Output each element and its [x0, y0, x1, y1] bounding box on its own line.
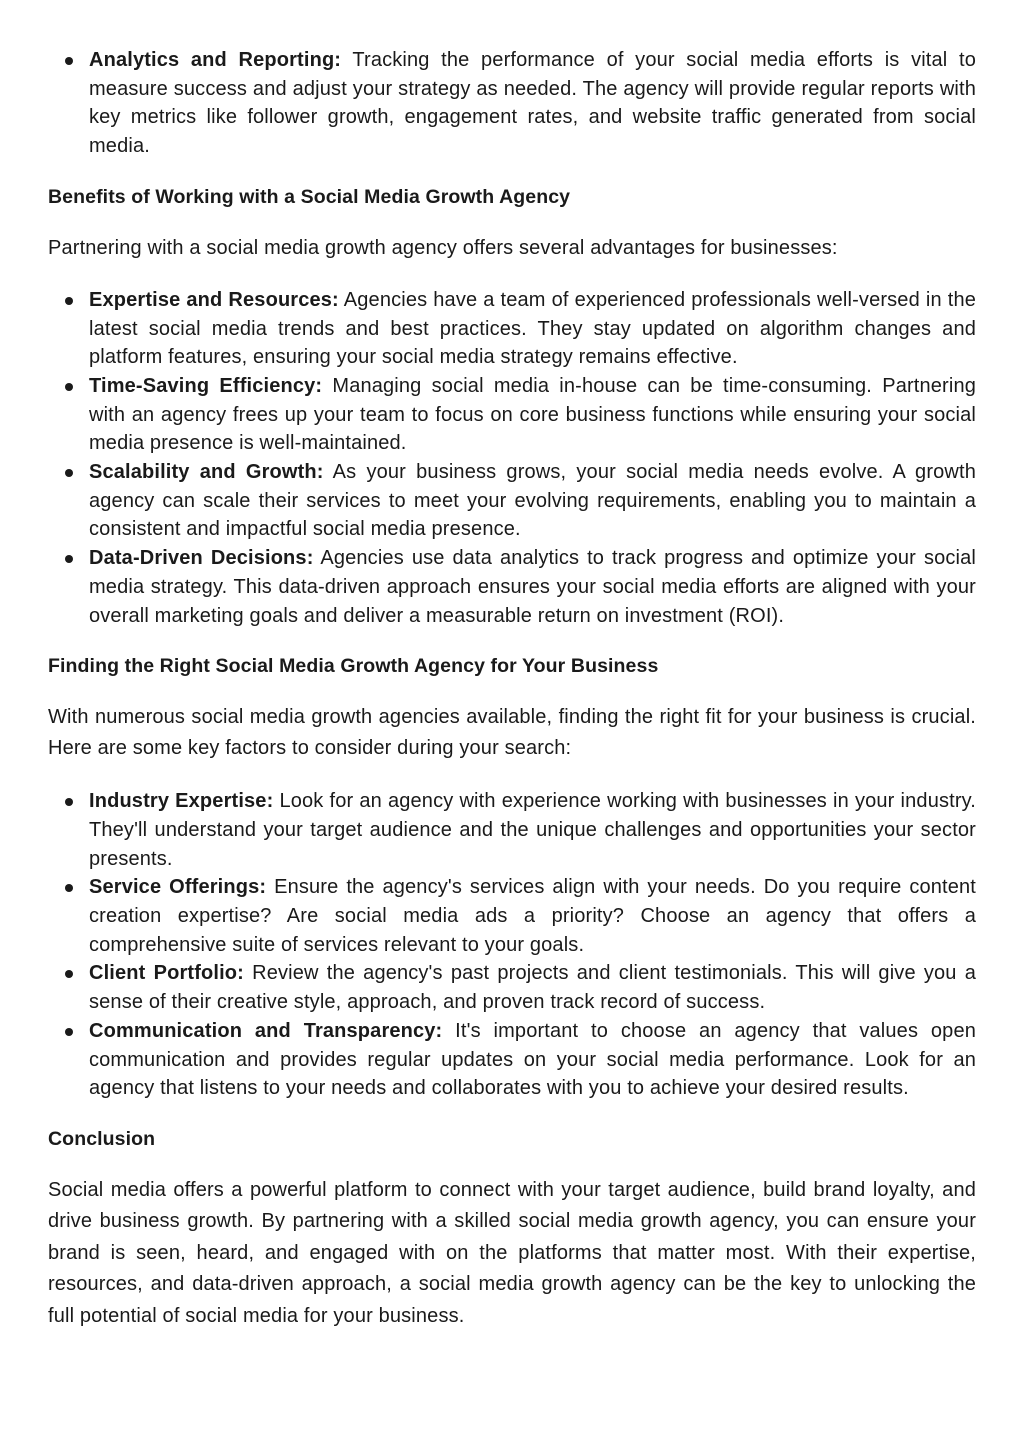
finding-heading: Finding the Right Social Media Growth Agency for Your Business — [48, 655, 659, 678]
list-item-title: Analytics and Reporting: — [89, 49, 342, 71]
list-item-title: Communication and Transparency: — [89, 1019, 443, 1042]
list-item — [48, 372, 976, 458]
list-item — [48, 873, 976, 959]
list-item-text: Tracking the performance of your social media efforts is vital to measure success and adjust your strategy as needed. The agency will provide regular reports with key metrics like follower growth, engagement rates, and website traffic generated from social media. — [89, 49, 976, 158]
list-item-title: Data-Driven Decisions: — [89, 547, 314, 570]
bullet-icon — [65, 1028, 73, 1036]
benefits-heading: Benefits of Working with a Social Media Growth Agency — [48, 185, 571, 208]
list-item — [48, 286, 976, 372]
analytics-list — [48, 46, 976, 161]
list-item-title: Expertise and Resources: — [89, 288, 339, 311]
benefits-list — [48, 286, 976, 630]
conclusion-heading: Conclusion — [48, 1127, 156, 1150]
list-item — [48, 46, 976, 161]
bullet-icon — [65, 884, 73, 892]
bullet-icon — [65, 798, 73, 806]
list-item-text: As your business grows, your social media needs evolve. A growth agency can scale their services to meet your evolving requirements, enabling you to maintain a consistent and impactful social media presence. — [89, 461, 976, 541]
document-page — [48, 46, 976, 1332]
list-item — [48, 1017, 976, 1103]
benefits-intro: Partnering with a social media growth agency offers several advantages for businesses: — [48, 236, 838, 259]
conclusion-text: Social media offers a powerful platform to connect with your target audience, build brand loyalty, and drive business growth. By partnering with a skilled social media growth agency, you can ensure your brand is seen, heard, and engaged with on the platforms that matter most. With their expertise, resources, and data-driven approach, a social media growth agency can be the key to unlocking the full potential of social media for your business. — [48, 1178, 976, 1327]
bullet-icon — [65, 57, 73, 65]
list-item-text: It's important to choose an agency that values open communication and provides regular updates on your social media performance. Look for an agency that listens to your needs and collaborates with you to achieve your desired results. — [89, 1019, 976, 1100]
list-item-text: Agencies use data analytics to track progress and optimize your social media strategy. This data-driven approach ensures your social media efforts are aligned with your overall marketing goals and deliver a measurable return on investment (ROI). — [89, 547, 976, 627]
list-item — [48, 787, 976, 873]
finding-intro: With numerous social media growth agencies available, finding the right fit for your business is crucial. Here are some key factors to consider during your search: — [48, 706, 976, 760]
bullet-icon — [65, 297, 73, 305]
list-item-title: Industry Expertise: — [89, 790, 274, 813]
list-item-title: Scalability and Growth: — [89, 461, 324, 484]
list-item-title: Service Offerings: — [89, 876, 267, 899]
list-item — [48, 959, 976, 1016]
list-item — [48, 458, 976, 544]
list-item-text: Ensure the agency's services align with your needs. Do you require content creation expertise? Are social media ads a priority? Choose an agency that offers a comprehensive suite of services relevant to your goals. — [89, 876, 976, 956]
list-item-text: Managing social media in-house can be time-consuming. Partnering with an agency frees up your team to focus on core business functions while ensuring your social media presence is well-maintained. — [89, 374, 976, 455]
bullet-icon — [65, 469, 73, 477]
bullet-icon — [65, 970, 73, 978]
list-item-text: Agencies have a team of experienced professionals well-versed in the latest social media trends and best practices. They stay updated on algorithm changes and platform features, ensuring your social media strategy remains effective. — [89, 288, 976, 369]
list-item-text: Look for an agency with experience working with businesses in your industry. They'll understand your target audience and the unique challenges and opportunities your sector presents. — [89, 790, 977, 870]
bullet-icon — [65, 555, 73, 563]
finding-list — [48, 787, 976, 1103]
list-item-title: Time-Saving Efficiency: — [89, 374, 323, 397]
bullet-icon — [65, 383, 73, 391]
list-item — [48, 544, 976, 630]
list-item-title: Client Portfolio: — [89, 962, 244, 985]
list-item-text: Review the agency's past projects and client testimonials. This will give you a sense of their creative style, approach, and proven track record of success. — [89, 962, 976, 1014]
